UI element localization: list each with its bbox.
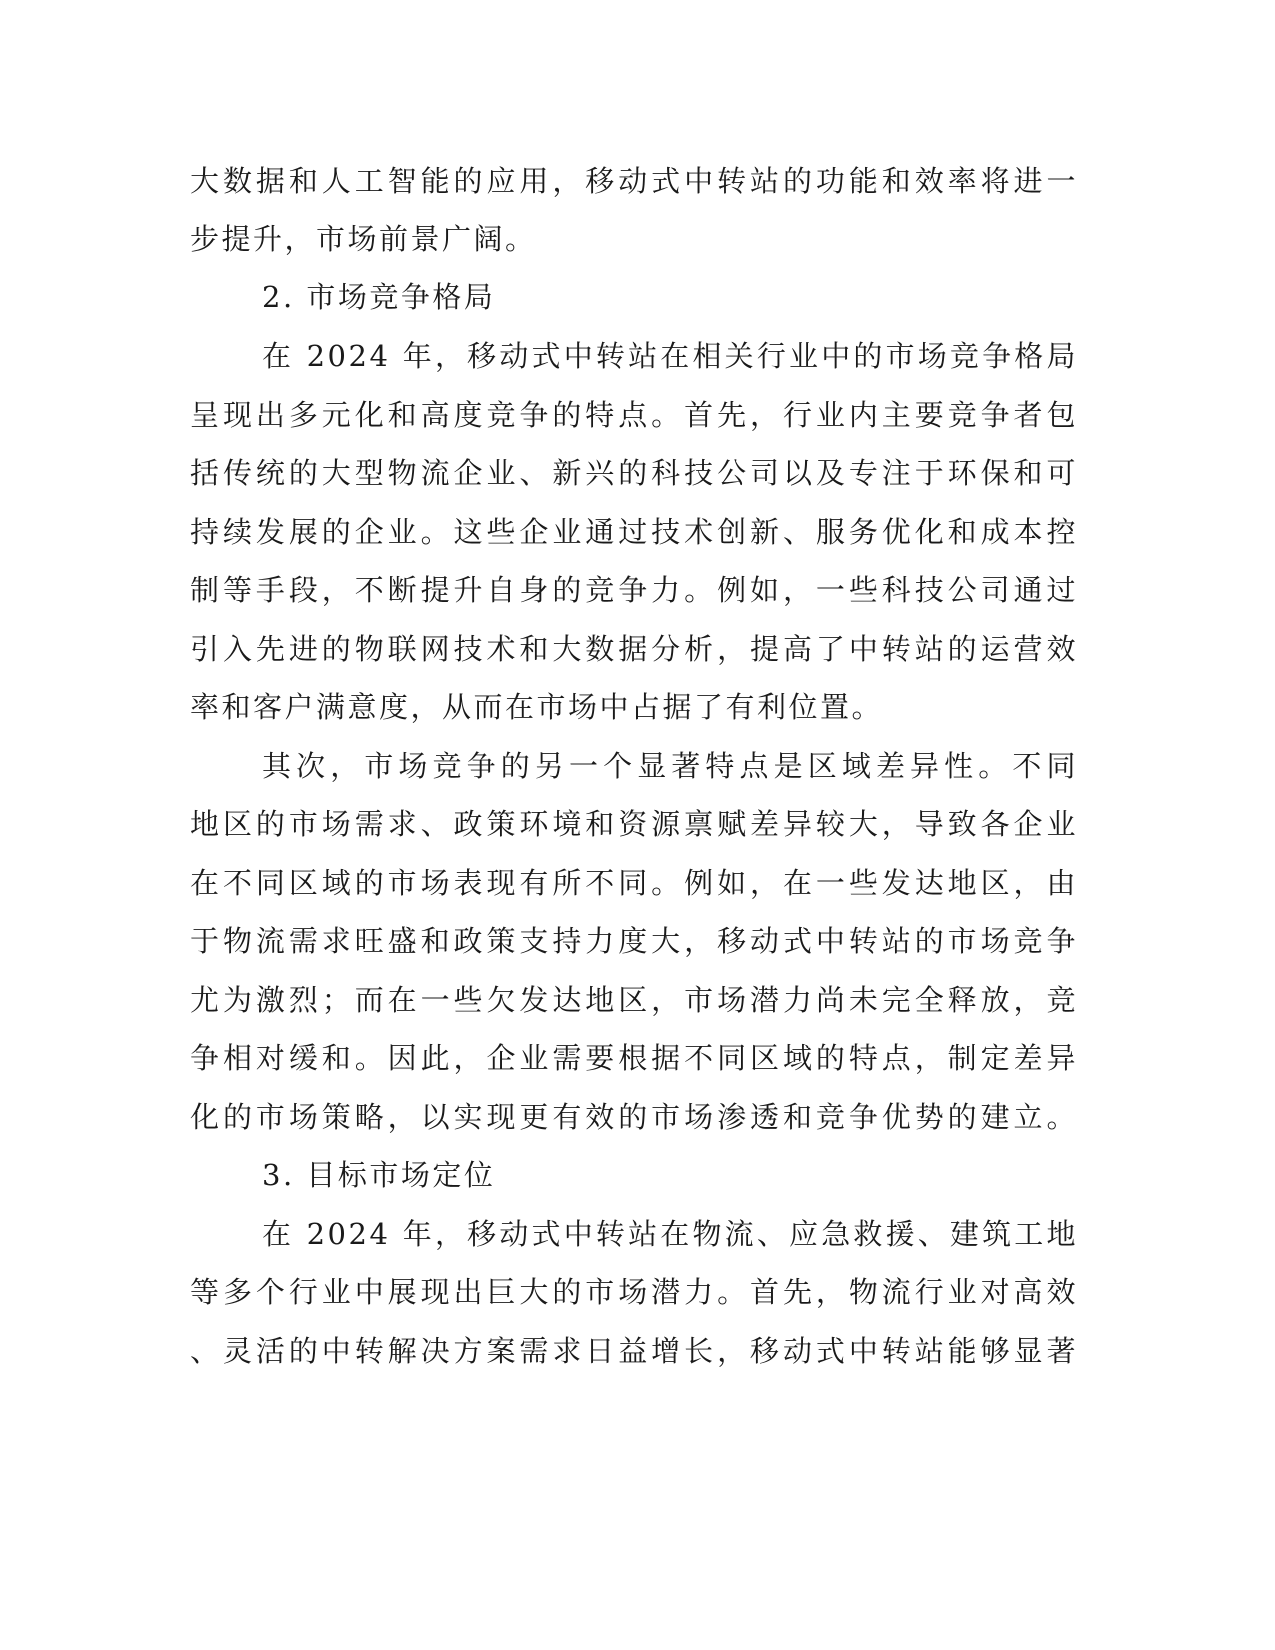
paragraph-line: 地区的市场需求、政策环境和资源禀赋差异较大，导致各企业 (190, 807, 1078, 841)
paragraph-line: 于物流需求旺盛和政策支持力度大，移动式中转站的市场竞争 (190, 924, 1078, 958)
paragraph-line: 引入先进的物联网技术和大数据分析，提高了中转站的运营效 (190, 632, 1078, 666)
section-heading-target-market: 3. 目标市场定位 (262, 1158, 496, 1192)
paragraph-line: 大数据和人工智能的应用，移动式中转站的功能和效率将进一 (190, 164, 1078, 198)
paragraph-line: 化的市场策略，以实现更有效的市场渗透和竞争优势的建立。 (190, 1100, 1078, 1134)
paragraph-line: 其次，市场竞争的另一个显著特点是区域差异性。不同 (262, 749, 1078, 783)
paragraph-line: 呈现出多元化和高度竞争的特点。首先，行业内主要竞争者包 (190, 398, 1078, 432)
paragraph-line: 在 2024 年，移动式中转站在物流、应急救援、建筑工地 (262, 1217, 1078, 1251)
paragraph-line: 制等手段，不断提升自身的竞争力。例如，一些科技公司通过 (190, 573, 1078, 607)
section-heading-market-competition: 2. 市场竞争格局 (262, 280, 496, 314)
paragraph-line: 率和客户满意度，从而在市场中占据了有利位置。 (190, 690, 884, 724)
paragraph-line: 、灵活的中转解决方案需求日益增长，移动式中转站能够显著 (190, 1334, 1078, 1368)
paragraph-line: 持续发展的企业。这些企业通过技术创新、服务优化和成本控 (190, 515, 1078, 549)
paragraph-line: 括传统的大型物流企业、新兴的科技公司以及专注于环保和可 (190, 456, 1078, 490)
paragraph-line: 在不同区域的市场表现有所不同。例如，在一些发达地区，由 (190, 866, 1078, 900)
paragraph-line: 步提升，市场前景广阔。 (190, 222, 537, 256)
paragraph-line: 争相对缓和。因此，企业需要根据不同区域的特点，制定差异 (190, 1041, 1078, 1075)
paragraph-line: 在 2024 年，移动式中转站在相关行业中的市场竞争格局 (262, 339, 1078, 373)
paragraph-line: 等多个行业中展现出巨大的市场潜力。首先，物流行业对高效 (190, 1275, 1078, 1309)
paragraph-line: 尤为激烈；而在一些欠发达地区，市场潜力尚未完全释放，竞 (190, 983, 1078, 1017)
